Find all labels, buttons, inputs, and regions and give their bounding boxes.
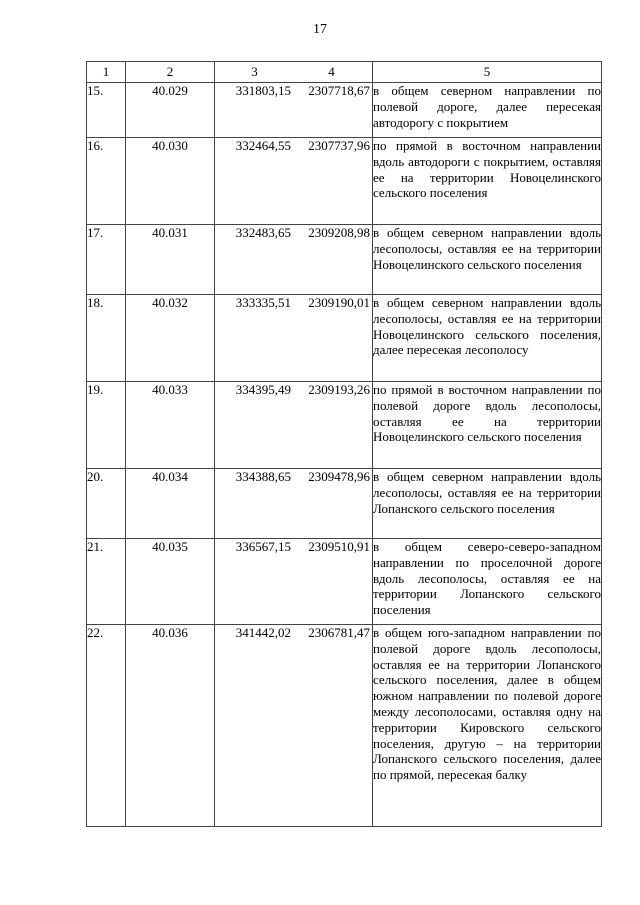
header-col-4: 4: [328, 64, 335, 79]
boundary-description: в общем северо-северо-западном направлении по проселочной дороге вдоль лесополосы, оставляя ее на территории Лопанского сельского поселения: [373, 539, 602, 625]
coordinate-x: 334388,65: [235, 469, 291, 484]
table-header-row: [87, 62, 602, 83]
coordinate-x: 332483,65: [235, 225, 291, 240]
header-col-2: 2: [126, 62, 215, 83]
point-code: 40.032: [126, 295, 215, 382]
coordinate-x: 333335,51: [235, 295, 291, 310]
point-code: 40.030: [126, 138, 215, 225]
boundary-description: по прямой в восточном направлении вдоль автодороги с покрытием, оставляя ее на территории Новоцелинского сельского поселения: [373, 138, 602, 225]
boundary-description: в общем северном направлении вдоль лесополосы, оставляя ее на территории Новоцелинского сельского поселения, далее пересекая лесополосу: [373, 295, 602, 382]
coordinates-cell: [215, 225, 373, 295]
header-col-3-4: [215, 62, 373, 83]
header-col-1: 1: [87, 62, 126, 83]
point-code: 40.031: [126, 225, 215, 295]
coordinate-y: 2309190,01: [308, 295, 370, 310]
coordinate-y: 2307737,96: [308, 138, 370, 153]
table-row: [87, 469, 602, 539]
coordinate-y: 2309193,26: [308, 382, 370, 397]
coordinate-x: 331803,15: [235, 83, 291, 98]
table-row: [87, 138, 602, 225]
table-body: [87, 83, 602, 827]
boundary-description: по прямой в восточном направлении по полевой дороге вдоль лесополосы, оставляя ее на территории Новоцелинского сельского поселения: [373, 382, 602, 469]
header-col-5: 5: [373, 62, 602, 83]
coordinate-y: 2306781,47: [308, 625, 370, 640]
table-row: [87, 295, 602, 382]
boundary-description: в общем юго-западном направлении по полевой дороге вдоль лесополосы, оставляя ее на территории Лопанского сельского поселения, далее в общем южном направлении по полевой дороге между лесополосами, оставляя одну на территории Кировского сельского поселения, другую – на территории Лопанского сельского поселения, далее по прямой, пересекая балку: [373, 625, 602, 827]
row-number: 17.: [87, 225, 126, 295]
boundary-description: в общем северном направлении по полевой дороге, далее пересекая автодорогу с покрытием: [373, 83, 602, 138]
boundary-description: в общем северном направлении вдоль лесополосы, оставляя ее на территории Лопанского сельского поселения: [373, 469, 602, 539]
coordinates-cell: [215, 295, 373, 382]
coordinate-x: 332464,55: [235, 138, 291, 153]
table-row: [87, 83, 602, 138]
coordinates-cell: [215, 138, 373, 225]
coordinate-x: 341442,02: [235, 625, 291, 640]
row-number: 21.: [87, 539, 126, 625]
coordinates-cell: [215, 83, 373, 138]
point-code: 40.033: [126, 382, 215, 469]
coordinate-y: 2309510,91: [308, 539, 370, 554]
boundary-points-table: [86, 61, 602, 827]
coordinates-cell: [215, 625, 373, 827]
row-number: 15.: [87, 83, 126, 138]
row-number: 16.: [87, 138, 126, 225]
point-code: 40.036: [126, 625, 215, 827]
table-row: [87, 225, 602, 295]
coordinate-x: 334395,49: [235, 382, 291, 397]
coordinates-cell: [215, 382, 373, 469]
row-number: 20.: [87, 469, 126, 539]
table-row: [87, 382, 602, 469]
page-number: 17: [313, 22, 327, 37]
coordinate-y: 2309478,96: [308, 469, 370, 484]
coordinate-x: 336567,15: [235, 539, 291, 554]
coordinates-cell: [215, 539, 373, 625]
row-number: 19.: [87, 382, 126, 469]
coordinate-y: 2309208,98: [308, 225, 370, 240]
header-col-3: 3: [251, 64, 258, 79]
point-code: 40.035: [126, 539, 215, 625]
point-code: 40.029: [126, 83, 215, 138]
point-code: 40.034: [126, 469, 215, 539]
row-number: 18.: [87, 295, 126, 382]
boundary-description: в общем северном направлении вдоль лесополосы, оставляя ее на территории Новоцелинского сельского поселения: [373, 225, 602, 295]
table-row: [87, 539, 602, 625]
coordinate-y: 2307718,67: [308, 83, 370, 98]
row-number: 22.: [87, 625, 126, 827]
coordinates-cell: [215, 469, 373, 539]
table-row: [87, 625, 602, 827]
